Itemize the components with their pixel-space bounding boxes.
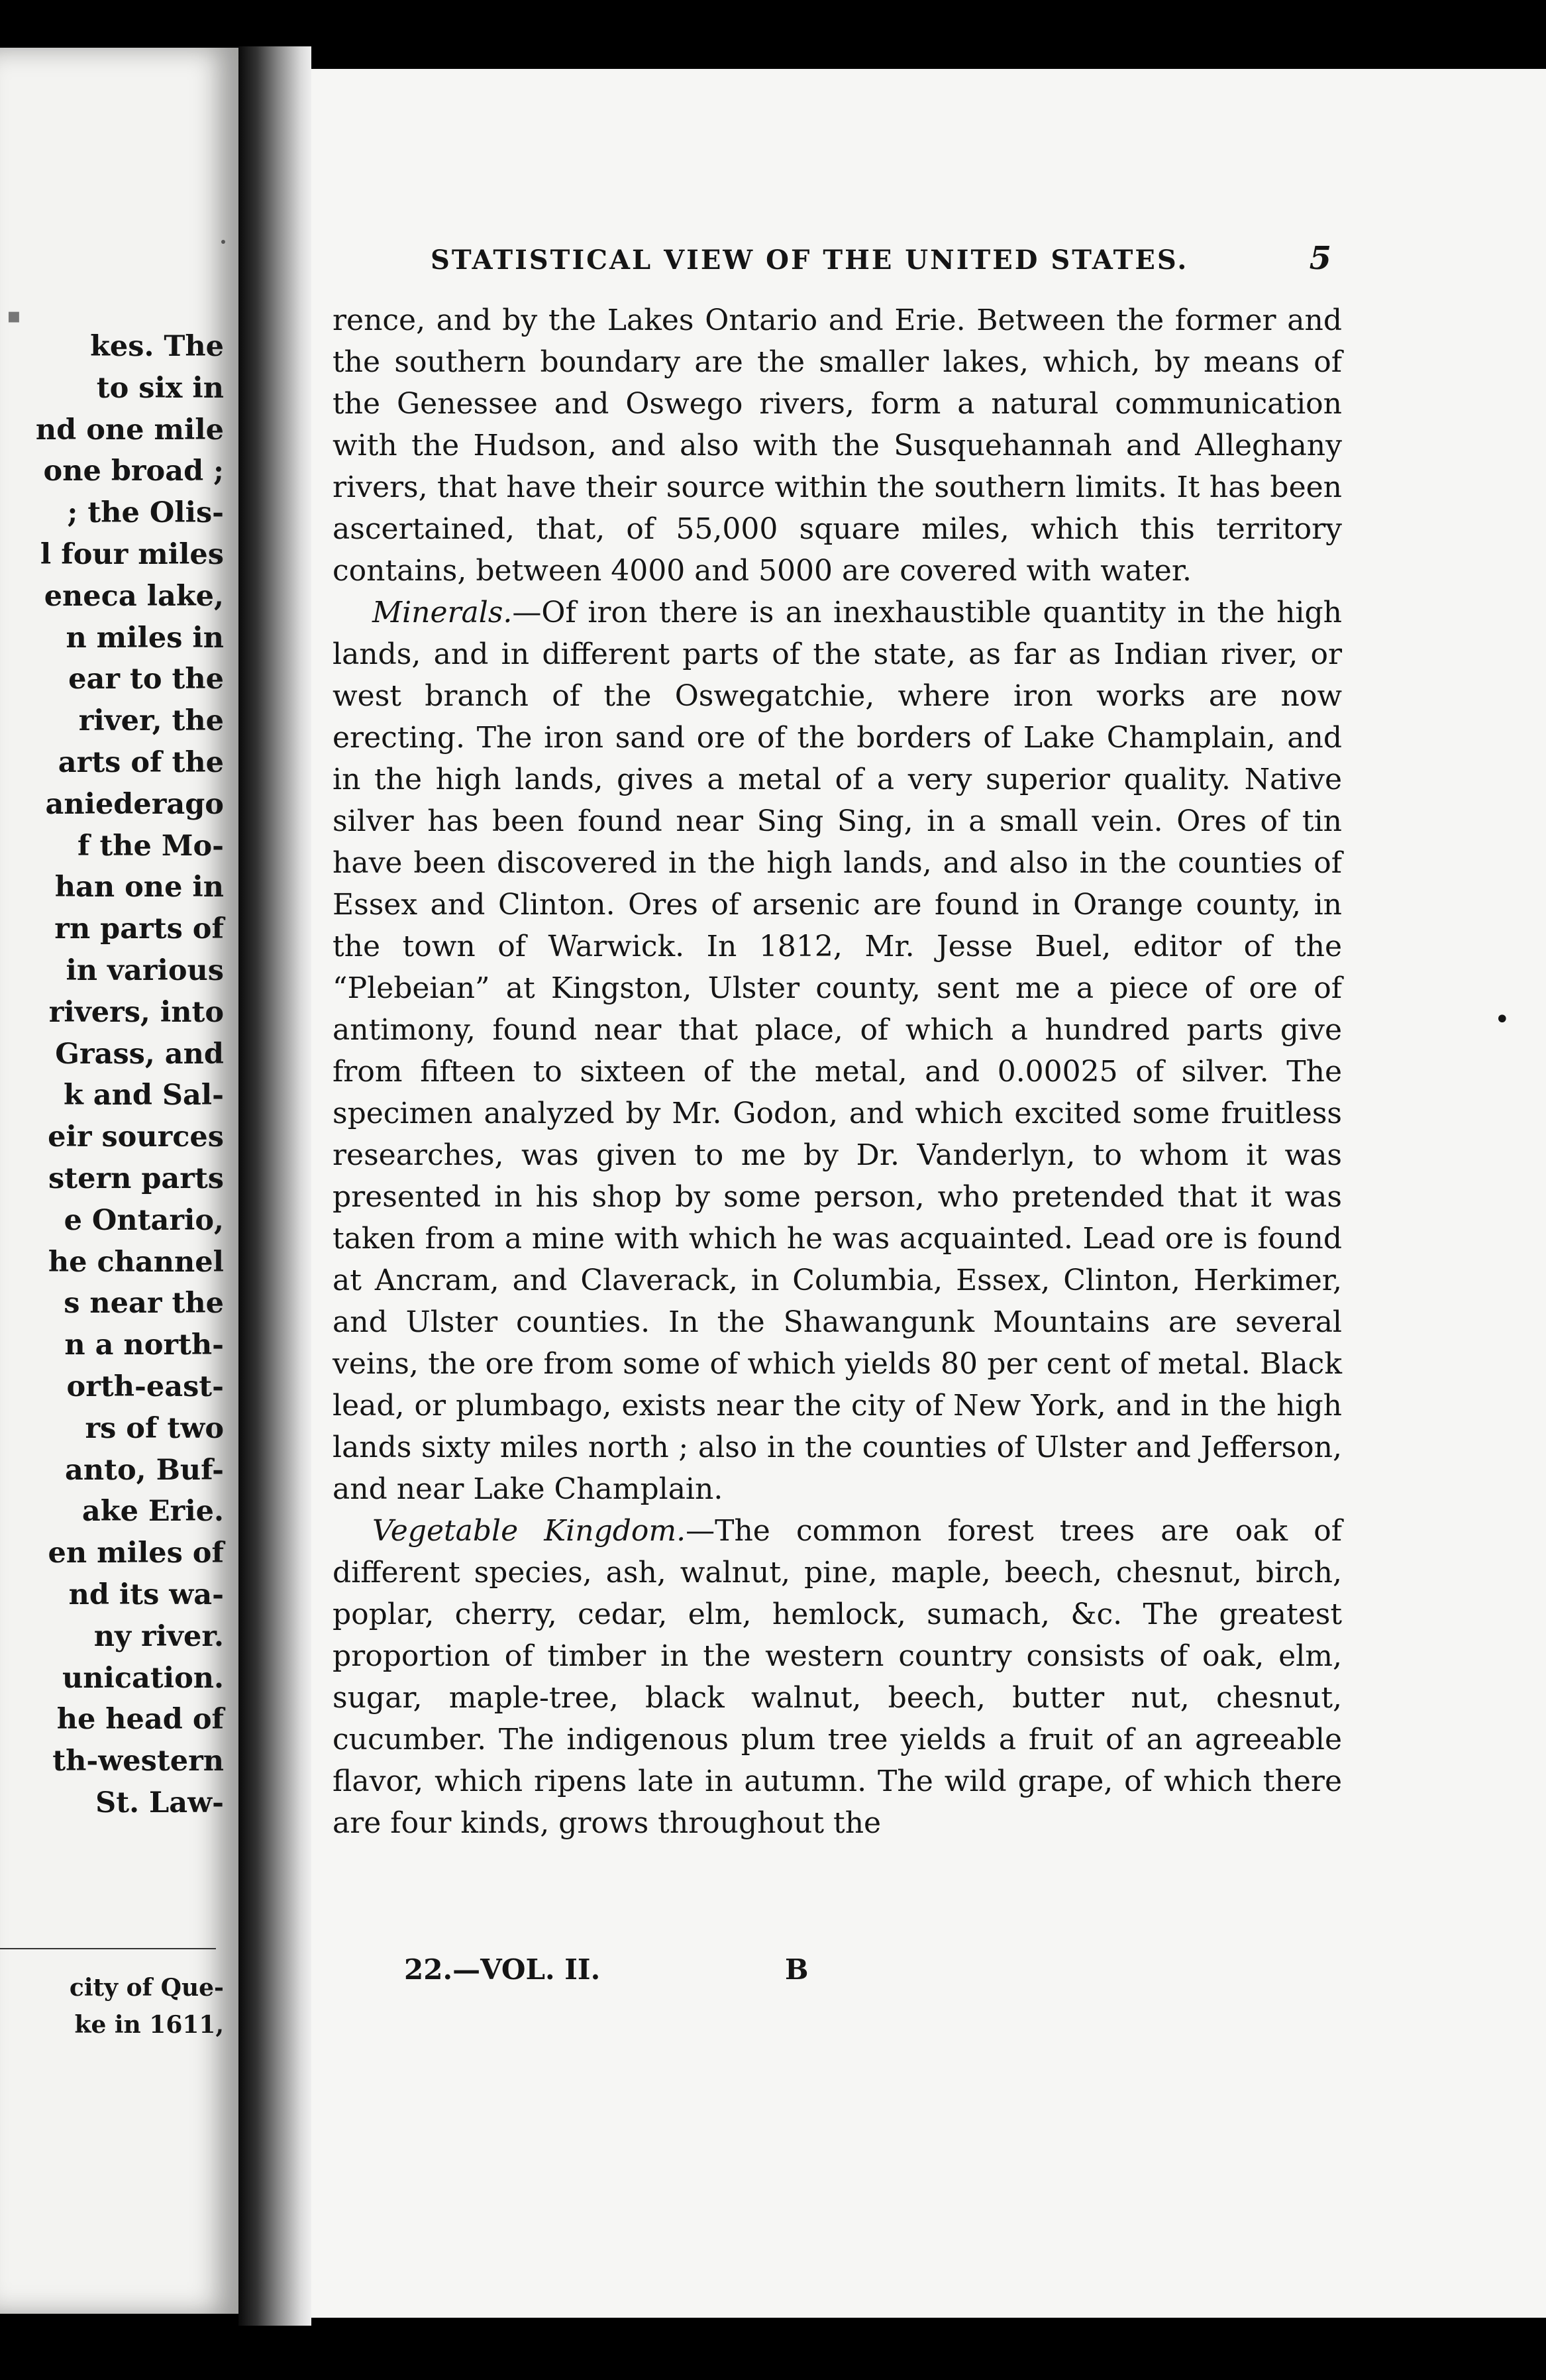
page-number: 5: [1309, 240, 1331, 277]
previous-page-text: [0, 326, 224, 1824]
section-heading-minerals: Minerals.: [372, 596, 513, 629]
previous-page-line: th-western: [52, 1745, 224, 1778]
minerals-text: —Of iron there is an inexhaustible quantity in the high lands, and in different parts of the state, as far as Indian river, or west branch of the Oswegatchie, where iron works are now erecting. The iron sand ore of the borders of Lake Champlain, and in the high lands, gives a metal of a very superior quality. Native silver has been found near Sing Sing, in a small vein. Ores of tin have been discovered in the high lands, and also in the counties of Essex and Clinton. Ores of arsenic are found in Orange county, in the town of Warwick. In 1812, Mr. Jesse Buel, editor of the “Plebeian” at Kingston, Ulster county, sent me a piece of ore of antimony, found near that place, of which a hundred parts give from fifteen to sixteen of the metal, and 0.00025 of silver. The specimen analyzed by Mr. Godon, and which excited some fruitless researches, was given to me by Dr. Vanderlyn, to whom it was presented in his shop by some person, who pretended that it was taken from a mine with which he was acquainted. Lead ore is found at Ancram, and Claverack, in Columbia, Essex, Clinton, Herkimer, and Ulster counties. In the Shawangunk Mountains are several veins, the ore from some of which yields 80 per cent of metal. Black lead, or plumbago, exists near the city of New York, and in the high lands sixty miles north ; also in the counties of Ulster and Jefferson, and near Lake Champlain.: [333, 596, 1342, 1506]
paragraph-water: rence, and by the Lakes Ontario and Erie. Between the former and the southern boundary are the smaller lakes, which, by means of the Genessee and Oswego rivers, form a natural communication with the Hudson, and also with the Susquehannah and Alleghany rivers, that have their source within the southern limits. It has been ascertained, that, of 55,000 square miles, which this territory contains, between 4000 and 5000 are covered with water.: [333, 303, 1342, 588]
paragraph-vegetable: [333, 1510, 1342, 1844]
previous-page-line: ; the Olis-: [67, 496, 224, 530]
signature-letter: B: [785, 1953, 809, 1986]
previous-page-line: rn parts of: [54, 912, 224, 946]
previous-page-line: f the Mo-: [77, 829, 224, 863]
vegetable-text: —The common forest trees are oak of different species, ash, walnut, pine, maple, beech, chesnut, birch, poplar, cherry, cedar, elm, hemlock, sumach, &c. The greatest proportion of timber in the western country consists of oak, elm, sugar, maple-tree, black walnut, beech, butter nut, chesnut, cucumber. The indigenous plum tree yields a fruit of an agreeable flavor, which ripens late in autumn. The wild grape, of which there are four kinds, grows throughout the: [333, 1514, 1342, 1840]
previous-page-line: he head of: [56, 1703, 224, 1737]
previous-page-line: eir sources: [48, 1120, 224, 1154]
previous-page-line: k and Sal-: [63, 1079, 224, 1112]
previous-page-line: ake Erie.: [81, 1495, 224, 1529]
volume-signature: 22.—VOL. II.: [404, 1953, 601, 1986]
previous-page-line: orth-east-: [66, 1370, 224, 1403]
previous-page-line: en miles of: [48, 1537, 224, 1570]
book-page: [311, 69, 1546, 2318]
previous-page-line: n a north-: [64, 1328, 224, 1362]
ink-speck: [221, 240, 225, 244]
previous-page-line: l four miles: [40, 537, 224, 571]
margin-fragment: ▪: [7, 303, 21, 328]
page-body: [333, 299, 1342, 1844]
previous-page-line: he channel: [48, 1245, 224, 1279]
previous-page-footnote: [0, 1969, 224, 2043]
previous-page-line: rs of two: [85, 1411, 224, 1445]
footnote-rule: [0, 1948, 216, 1949]
previous-page-strip: [0, 48, 238, 2314]
margin-speck: •: [1494, 1004, 1510, 1035]
footnote-line: city of Que-: [69, 1974, 224, 2002]
paragraph-minerals: [333, 592, 1342, 1510]
previous-page-line: anto, Buf-: [64, 1453, 224, 1487]
previous-page-line: nd its wa-: [68, 1578, 224, 1611]
book-gutter: [238, 46, 311, 2326]
previous-page-line: to six in: [96, 371, 224, 405]
previous-page-line: arts of the: [58, 745, 224, 779]
previous-page-line: kes. The: [90, 330, 224, 363]
previous-page-line: in various: [66, 953, 224, 987]
previous-page-line: rivers, into: [48, 995, 224, 1029]
previous-page-line: ny river.: [93, 1619, 224, 1653]
previous-page-line: St. Law-: [95, 1786, 224, 1819]
running-title: STATISTICAL VIEW OF THE UNITED STATES.: [431, 244, 1189, 276]
previous-page-line: river, the: [78, 704, 224, 738]
previous-page-line: han one in: [54, 871, 224, 904]
signature-line: [404, 1953, 1133, 1986]
previous-page-line: e Ontario,: [64, 1203, 224, 1237]
previous-page-line: one broad ;: [43, 455, 224, 488]
section-heading-vegetable: Vegetable Kingdom.: [372, 1514, 686, 1548]
previous-page-line: s near the: [64, 1287, 224, 1321]
previous-page-line: aniederago: [45, 787, 224, 821]
previous-page-line: n miles in: [66, 621, 224, 655]
footnote-line: ke in 1611,: [74, 2011, 224, 2039]
previous-page-line: unication.: [62, 1661, 224, 1695]
previous-page-line: eneca lake,: [44, 579, 224, 613]
previous-page-line: ear to the: [68, 663, 224, 696]
previous-page-line: stern parts: [48, 1162, 224, 1195]
previous-page-line: nd one mile: [35, 413, 224, 447]
running-header: [431, 240, 1331, 277]
previous-page-line: Grass, and: [55, 1037, 224, 1071]
